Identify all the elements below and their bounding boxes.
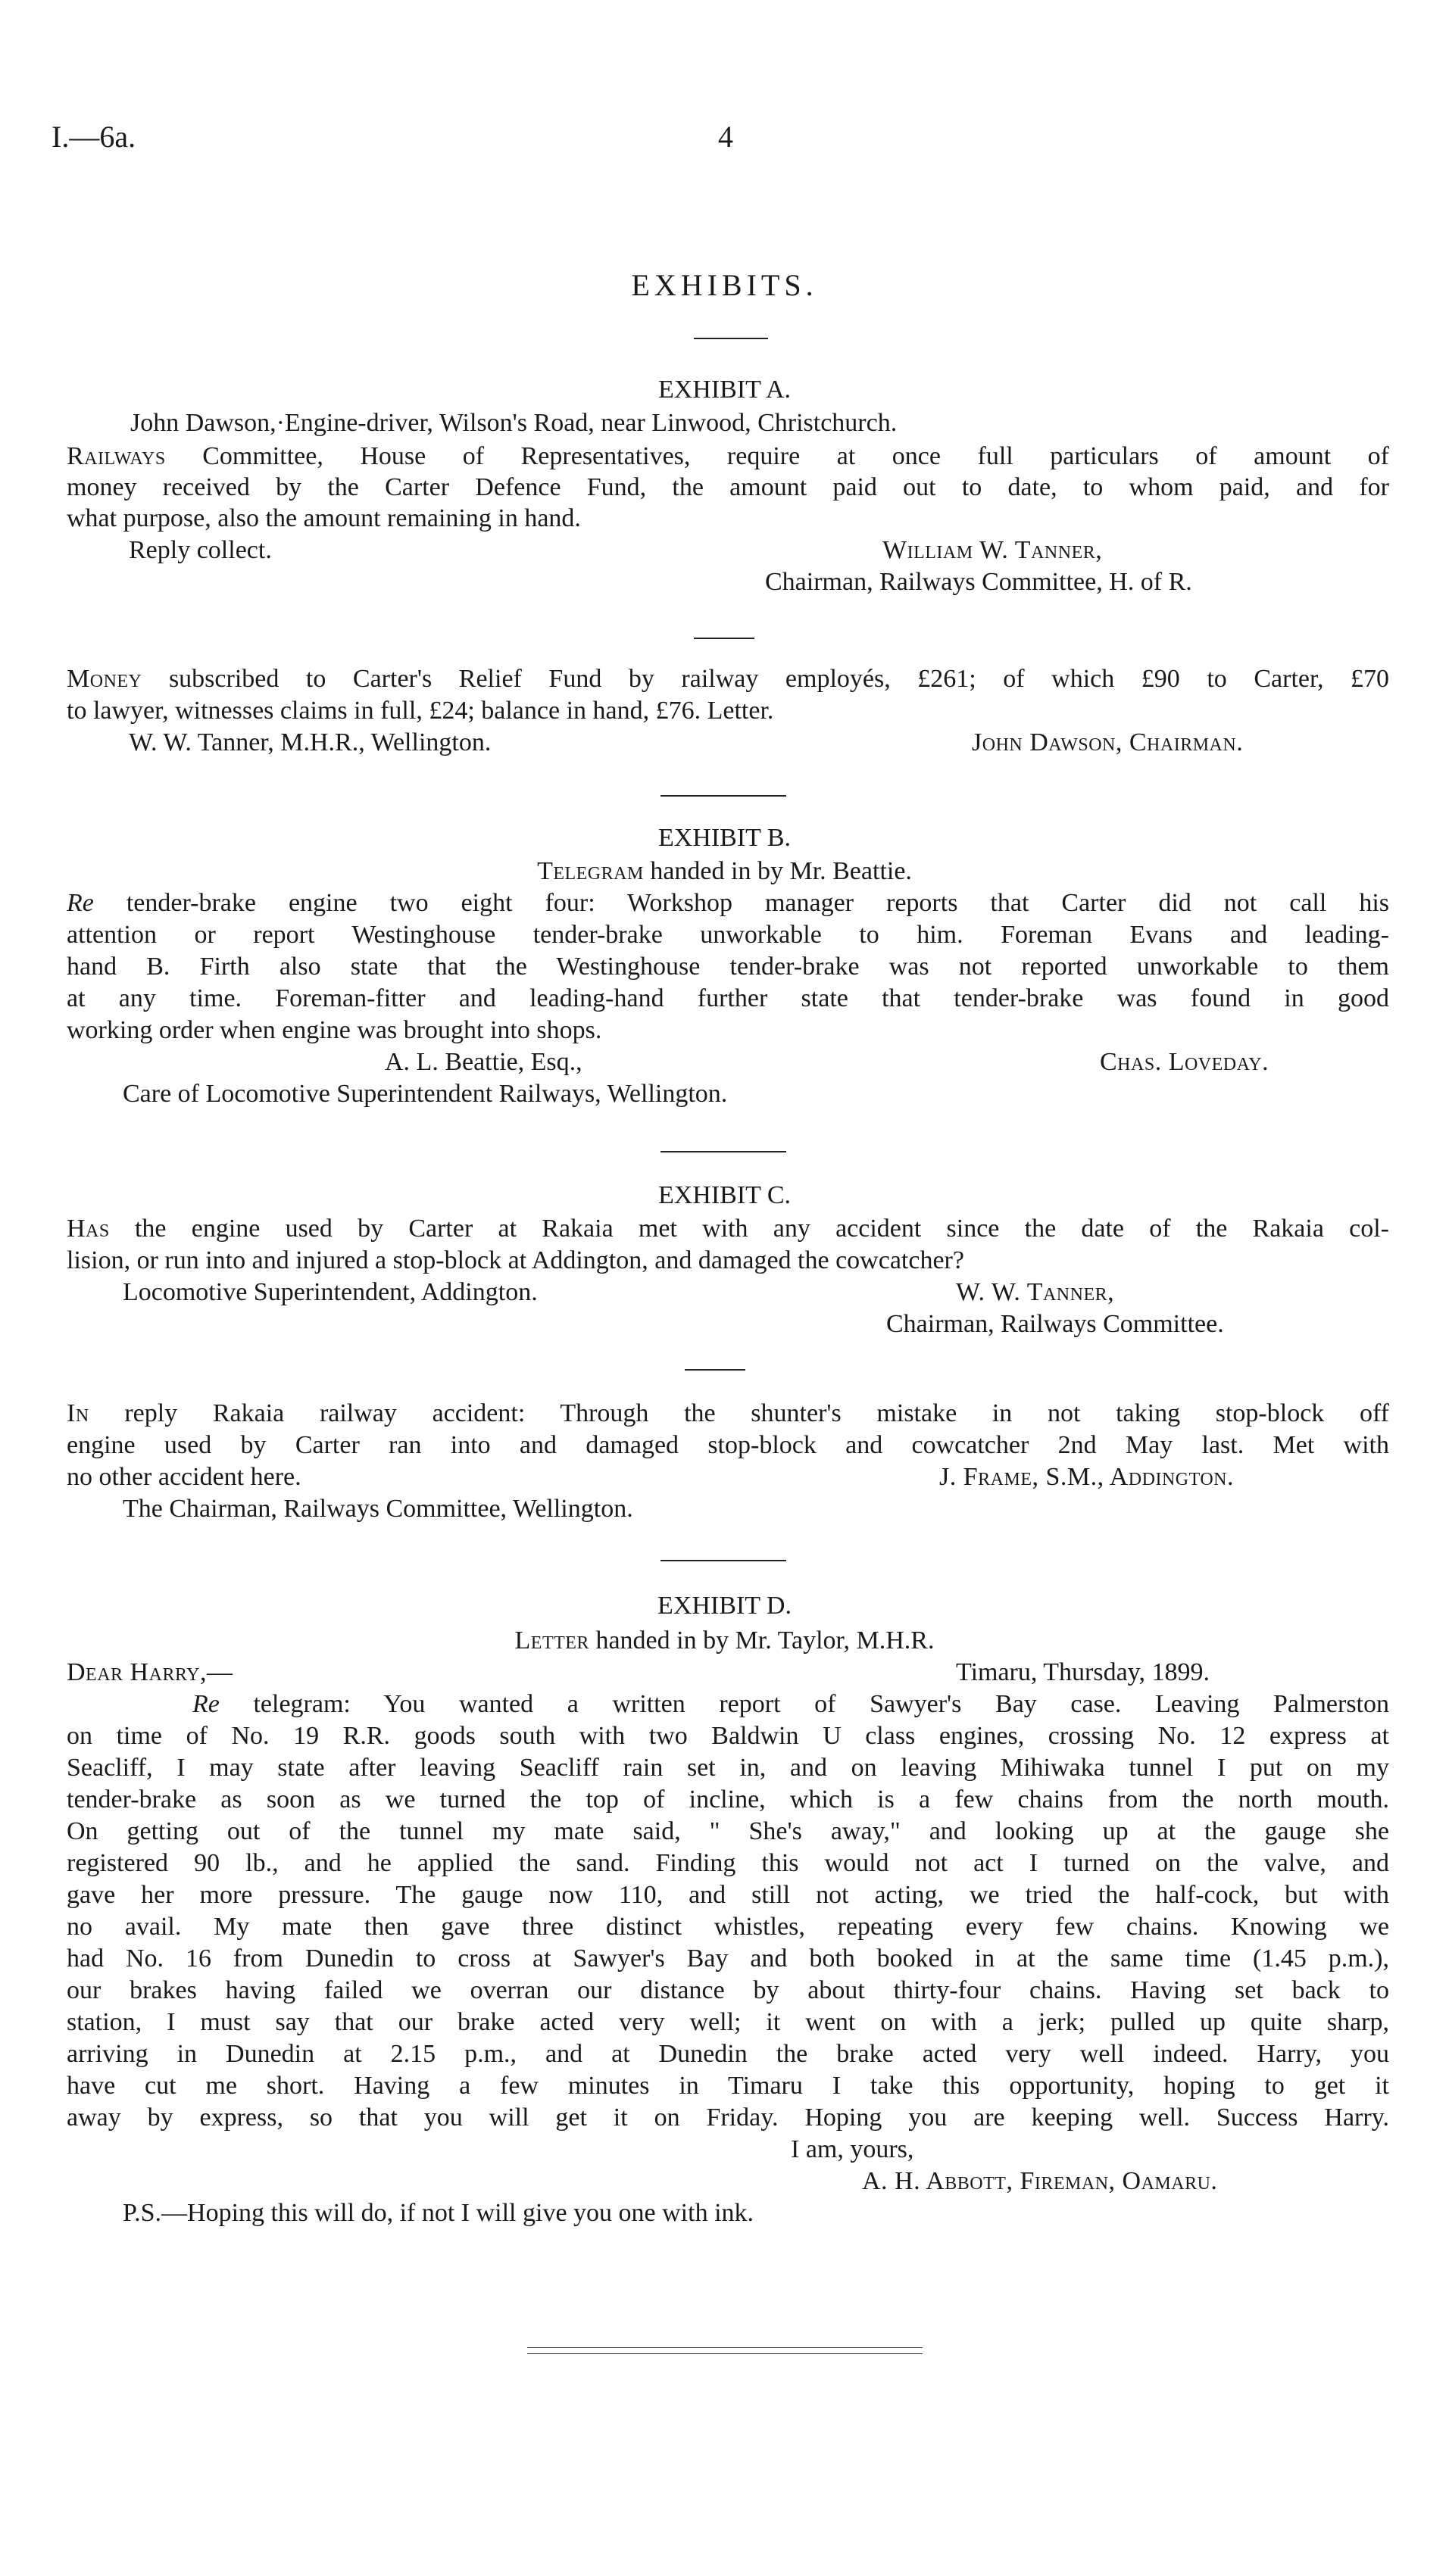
page-title: EXHIBITS. (631, 268, 818, 302)
exhibit-b-line-2: attention or report Westinghouse tender-brake unworkable to him. Foreman Evans and leading- (67, 921, 1389, 949)
exhibit-d-body-line-2: Seacliff, I may state after leaving Seacliff rain set in, and on leaving Mihiwaka tunnel I put on my (67, 1754, 1389, 1782)
exhibit-d-body-line-8: had No. 16 from Dunedin to cross at Sawyer's Bay and both booked in at the same time (1.45 p.m.), (67, 1944, 1389, 1973)
exhibit-a-rule (694, 638, 754, 639)
section-divider-b (660, 1151, 786, 1152)
exhibit-c-question-signer-title: Chairman, Railways Committee. (886, 1310, 1224, 1338)
exhibit-c-answer-addressee: The Chairman, Railways Committee, Wellington. (123, 1495, 633, 1523)
exhibit-a-signer: William W. Tanner, (882, 536, 1103, 564)
exhibit-b-line-4: at any time. Foreman-fitter and leading-hand further state that tender-brake was found in good (67, 984, 1389, 1012)
exhibit-d-body-line-9: our brakes having failed we overran our distance by about thirty-four chains. Having set back to (67, 1976, 1389, 2004)
exhibit-c-answer-lead: In (67, 1399, 89, 1427)
exhibit-a-reply-signer: John Dawson, Chairman. (972, 728, 1244, 756)
exhibit-c-answer-signer (939, 1461, 1234, 1492)
exhibit-a-line-3: what purpose, also the amount remaining in hand. (67, 504, 581, 532)
page-number: 4 (718, 120, 733, 154)
document-reference: I.—6a. (52, 120, 136, 154)
exhibit-c-question-addressee: Locomotive Superintendent, Addington. (123, 1278, 538, 1306)
exhibit-d-body-line-11: arriving in Dunedin at 2.15 p.m., and at Dunedin the brake acted very well indeed. Harry, you (67, 2040, 1389, 2068)
exhibit-c-answer-line-1-text: reply Rakaia railway accident: Through the shunter's mistake in not taking stop-block off (124, 1399, 1390, 1427)
exhibit-a-reply-line-1 (67, 663, 1389, 694)
exhibit-c-answer-line-1 (67, 1398, 1389, 1429)
exhibit-d-salutation: Dear Harry,— (67, 1658, 233, 1686)
exhibit-d-body-line-0 (192, 1689, 1389, 1720)
exhibit-c-heading: EXHIBIT C. (657, 1181, 792, 1209)
exhibit-a-reply-addressee: W. W. Tanner, M.H.R., Wellington. (129, 728, 492, 756)
exhibit-b-care-of: Care of Locomotive Superintendent Railways, Wellington. (123, 1080, 728, 1108)
exhibit-c-answer-line-2: engine used by Carter ran into and damaged stop-block and cowcatcher 2nd May last. Met with (67, 1431, 1389, 1459)
exhibit-c-rule (685, 1369, 745, 1371)
exhibit-d-body-line-5: registered 90 lb., and he applied the sand. Finding this would not act I turned on the valve, and (67, 1849, 1389, 1877)
exhibit-b-line-1 (67, 887, 1389, 918)
section-divider-a (660, 795, 786, 797)
exhibit-a-line-1 (67, 441, 1389, 472)
exhibit-b-heading: EXHIBIT B. (657, 824, 792, 852)
exhibit-a-reply-lead: Money (67, 665, 142, 693)
exhibit-d-dateline: Timaru, Thursday, 1899. (956, 1658, 1210, 1686)
exhibit-d-heading: EXHIBIT D. (657, 1592, 792, 1620)
exhibit-c-answer-signer-text: J. Frame, S.M., Addington. (939, 1463, 1235, 1491)
exhibit-b-line-1-text: tender-brake engine two eight four: Workshop manager reports that Carter did not call his (126, 889, 1389, 917)
exhibit-a-line-1-text: Committee, House of Representatives, require at once full particulars of amount of (202, 442, 1390, 470)
exhibit-d-re: Re (192, 1690, 220, 1718)
exhibit-b-signer: Chas. Loveday. (1100, 1048, 1269, 1076)
exhibit-a-reply-line-1-text: subscribed to Carter's Relief Fund by railway employés, £261; of which £90 to Carter, £70 (168, 665, 1389, 693)
exhibit-a-line-2: money received by the Carter Defence Fund, the amount paid out to date, to whom paid, and for (67, 473, 1389, 501)
title-rule (694, 338, 768, 339)
exhibit-d-body-line-4: On getting out of the tunnel my mate said, " She's away," and looking up at the gauge she (67, 1817, 1389, 1845)
exhibit-d-subheading-lead: Letter (514, 1626, 589, 1654)
exhibit-d-postscript: P.S.—Hoping this will do, if not I will give you one with ink. (123, 2199, 754, 2227)
exhibit-c-question-line-2: lision, or run into and injured a stop-block at Addington, and damaged the cowcatcher? (67, 1246, 964, 1274)
exhibit-d-body-line-10: station, I must say that our brake acted very well; it went on with a jerk; pulled up quite sharp, (67, 2008, 1389, 2036)
exhibit-b-line-5: working order when engine was brought into shops. (67, 1016, 602, 1044)
exhibit-d-body-line-0-text: telegram: You wanted a written report of Sawyer's Bay case. Leaving Palmerston (253, 1690, 1389, 1718)
exhibit-b-subheading-text: handed in by Mr. Beattie. (650, 857, 912, 885)
exhibit-a-address: John Dawson,·Engine-driver, Wilson's Road, near Linwood, Christchurch. (130, 409, 898, 437)
exhibit-a-signer-title: Chairman, Railways Committee, H. of R. (765, 568, 1192, 596)
exhibit-b-subheading (0, 856, 1449, 887)
exhibit-a-reply-note: Reply collect. (129, 536, 272, 564)
exhibit-b-re: Re (67, 889, 94, 917)
exhibit-c-answer-line-3: no other accident here. (67, 1463, 301, 1491)
exhibit-d-closing: I am, yours, (791, 2135, 914, 2163)
exhibit-d-subheading (0, 1625, 1449, 1656)
exhibit-c-question-line-1 (67, 1213, 1389, 1244)
exhibit-d-body-line-6: gave her more pressure. The gauge now 110, and still not acting, we tried the half-cock, but with (67, 1881, 1389, 1909)
footer-rule-bottom (527, 2353, 923, 2354)
exhibit-c-question-lead: Has (67, 1215, 110, 1243)
exhibit-b-subheading-lead: Telegram (537, 857, 644, 885)
exhibit-a-reply-line-2: to lawyer, witnesses claims in full, £24; balance in hand, £76. Letter. (67, 697, 774, 725)
exhibit-d-body-line-3: tender-brake as soon as we turned the top of incline, which is a few chains from the north mouth. (67, 1785, 1389, 1813)
section-divider-c (660, 1560, 786, 1561)
exhibit-d-body-line-7: no avail. My mate then gave three distinct whistles, repeating every few chains. Knowing we (67, 1913, 1389, 1941)
exhibit-d-body-line-13: away by express, so that you will get it on Friday. Hoping you are keeping well. Success Harry. (67, 2104, 1389, 2132)
exhibit-d-subheading-text: handed in by Mr. Taylor, M.H.R. (595, 1626, 935, 1654)
exhibit-b-line-3: hand B. Firth also state that the Westinghouse tender-brake was not reported unworkable to them (67, 953, 1389, 981)
exhibit-b-addressee: A. L. Beattie, Esq., (385, 1048, 582, 1076)
exhibit-d-signer: A. H. Abbott, Fireman, Oamaru. (862, 2167, 1218, 2195)
footer-rule-top (527, 2347, 923, 2348)
exhibit-d-body-line-12: have cut me short. Having a few minutes in Timaru I take this opportunity, hoping to get it (67, 2072, 1389, 2100)
exhibit-a-lead: Railways (67, 442, 166, 470)
exhibit-c-question-signer: W. W. Tanner, (956, 1278, 1115, 1306)
exhibit-c-question-line-1-text: the engine used by Carter at Rakaia met with any accident since the date of the Rakaia col- (134, 1215, 1390, 1243)
exhibit-a-heading: EXHIBIT A. (657, 376, 792, 404)
exhibit-d-body-line-1: on time of No. 19 R.R. goods south with two Baldwin U class engines, crossing No. 12 express at (67, 1722, 1389, 1750)
